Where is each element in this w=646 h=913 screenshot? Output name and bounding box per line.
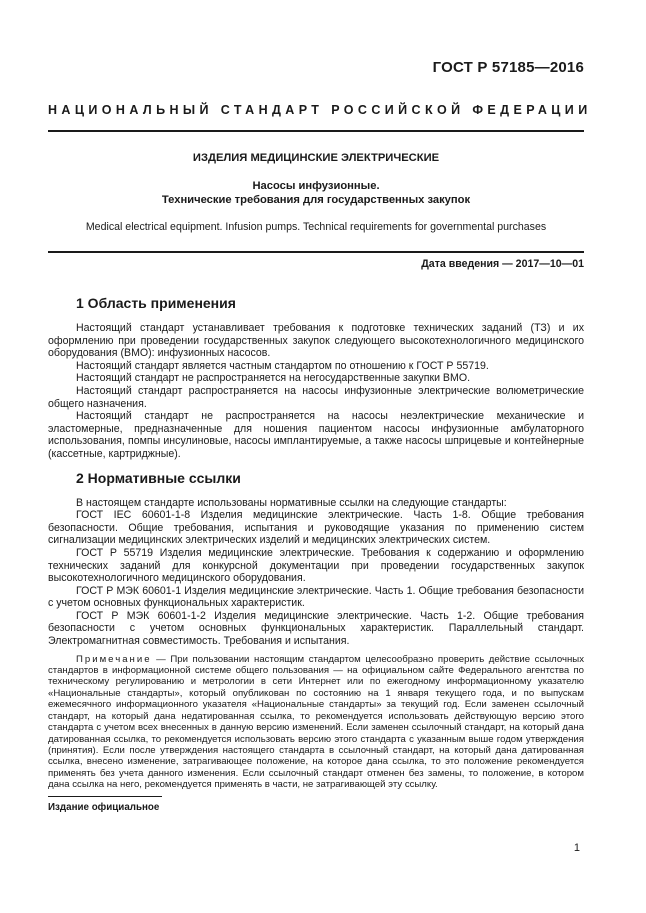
title-divider <box>48 251 584 253</box>
section-1-paragraph: Настоящий стандарт не распространяется на негосударственные закупки ВМО. <box>76 372 471 385</box>
section-2-paragraph: ГОСТ Р МЭК 60601-1-2 Изделия медицинские электрические. Часть 1-2. Общие требования безопасности с учетом основных функциональных характеристик. Параллельный стандарт. Электромагнитная совместимость. Требования и испытания. <box>48 609 584 648</box>
section-2-paragraph: В настоящем стандарте использованы нормативные ссылки на следующие стандарты: <box>76 496 507 509</box>
section-1-paragraph: Настоящий стандарт распространяется на насосы инфузионные электрические волюметрические общего назначения. <box>48 384 584 410</box>
document-body <box>48 294 584 791</box>
section-2-paragraph: ГОСТ IEC 60601-1-8 Изделия медицинские электрические. Часть 1-8. Общие требования безопасности. Общие требования, испытания и руководящие указания по применению систем сигнализации медицинских электрических изделий и медицинских электрических систем. <box>48 509 584 547</box>
section-2-paragraph: ГОСТ Р МЭК 60601-1 Изделия медицинские электрические. Часть 1. Общие требования безопасности с учетом основных функциональных характеристик. <box>48 584 584 610</box>
document-subtitle-line-2: Технические требования для государственных закупок <box>161 194 471 206</box>
section-1-paragraph: Настоящий стандарт является частным стандартом по отношению к ГОСТ Р 55719. <box>76 359 489 372</box>
note-label: Примечание <box>76 653 152 665</box>
note-paragraph <box>48 654 584 791</box>
national-standard-heading: НАЦИОНАЛЬНЫЙ СТАНДАРТ РОССИЙСКОЙ ФЕДЕРАЦИИ <box>48 103 592 117</box>
section-1-paragraph: Настоящий стандарт не распространяется на насосы неэлектрические механические и эластомерные, предназначенные для ношения пациентом насосы инфузионные амбулаторного использования, помпы инсулиновые, насосы имплантируемые, а также насосы шприцевые и контейнерные (кассетные, картриджные). <box>48 410 584 460</box>
english-title: Medical electrical equipment. Infusion pumps. Technical requirements for governmental purchases <box>85 221 547 233</box>
document-title: ИЗДЕЛИЯ МЕДИЦИНСКИЕ ЭЛЕКТРИЧЕСКИЕ <box>192 152 440 164</box>
section-2-heading: 2 Нормативные ссылки <box>76 469 241 486</box>
document-subtitle-line-1: Насосы инфузионные. <box>252 180 380 192</box>
footer-divider <box>48 796 162 797</box>
section-1-heading: 1 Область применения <box>76 295 236 311</box>
document-code: ГОСТ Р 57185—2016 <box>432 59 584 76</box>
note-text: — При пользовании настоящим стандартом целесообразно проверить действие ссылочных стандартов в информационной системе общего пользования — на официальном сайте Федерального агентства по техническому регулированию и метрологии в сети Интернет или по ежегодному информационному указателю «Национальные стандарты», который опубликован по состоянию на 1 января текущего года, и по выпускам ежемесячного информационного указателя «Национальные стандарты» за текущий год. Если заменен ссылочный стандарт, на который дана недатированная ссылка, то рекомендуется использовать действующую версию этого стандарта с учетом всех внесенных в данную версию изменений. Если заменен ссылочный стандарт, на который дана датированная ссылка, то рекомендуется использовать версию этого стандарта с указанным выше годом утверждения (принятия). Если после утверждения настоящего стандарта в ссылочный стандарт, на который дана датированная ссылка, внесено изменение, затрагивающее положение, на которое дана ссылка, то это положение рекомендуется применять без учета данного изменения. Если ссылочный стандарт отменен без замены, то положение, в котором дана ссылка на него, рекомендуется применять в части, не затрагивающей эту ссылку. <box>48 653 584 791</box>
page-number: 1 <box>573 842 580 854</box>
section-1-paragraph: Настоящий стандарт устанавливает требования к подготовке технических заданий (ТЗ) и их оформлению при проведении государственных закупок следующего высокотехнологичного медицинского оборудования (ВМО): инфузионных насосов. <box>48 322 584 360</box>
official-edition-label: Издание официальное <box>48 802 160 813</box>
introduction-date: Дата введения — 2017—10—01 <box>421 258 584 270</box>
section-2-paragraph: ГОСТ Р 55719 Изделия медицинские электрические. Требования к содержанию и оформлению технических заданий для конкурсной документации при проведении государственных закупок высокотехнологичного медицинского оборудования. <box>48 546 584 585</box>
top-divider <box>48 130 584 132</box>
